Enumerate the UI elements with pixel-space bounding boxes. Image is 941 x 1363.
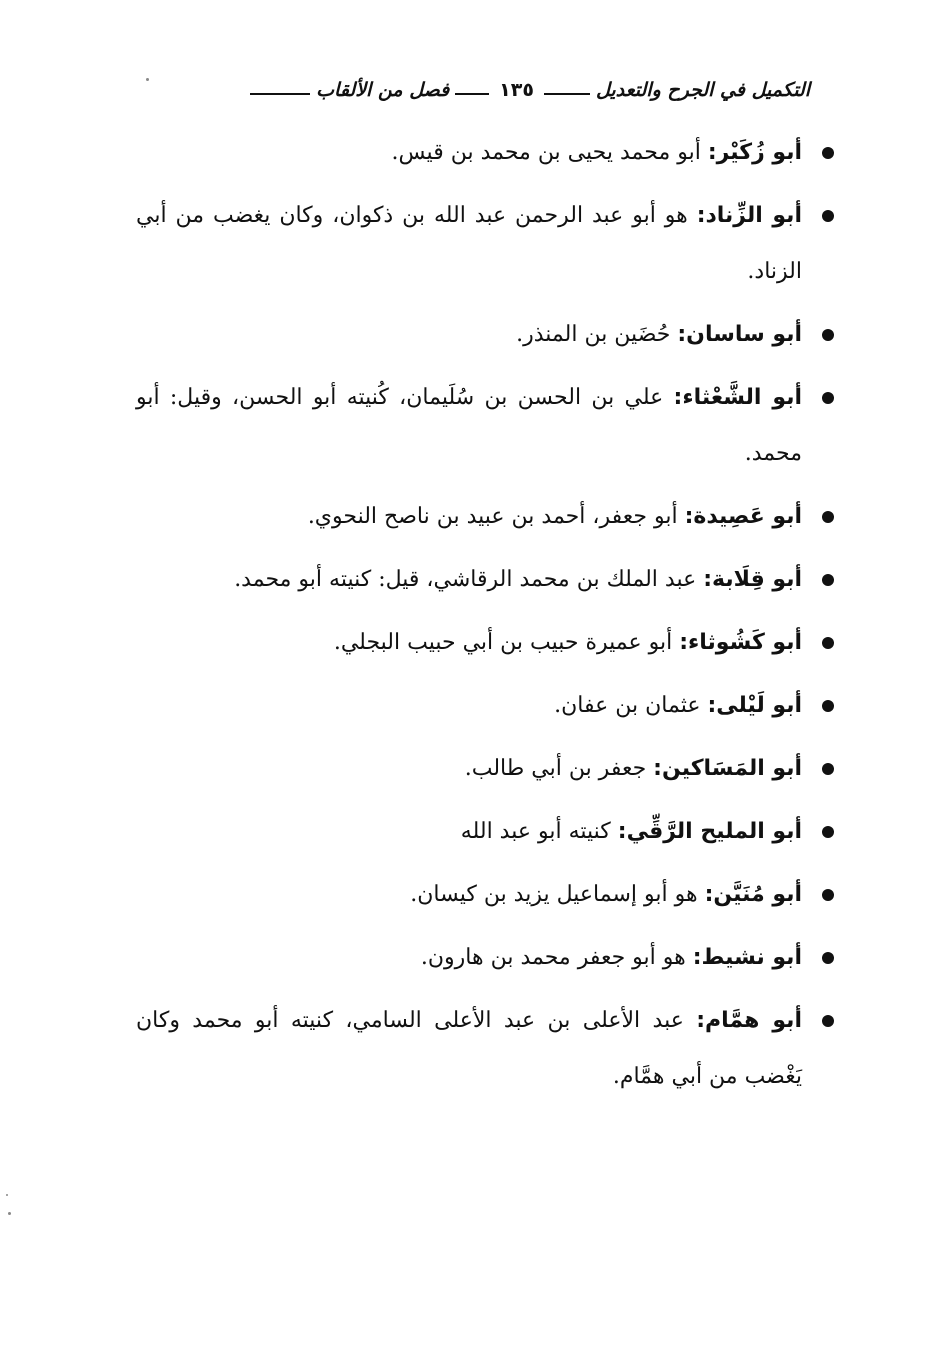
entry-head: أبو لَيْلى:: [707, 693, 802, 718]
list-item: [136, 307, 840, 363]
list-item: [136, 741, 840, 797]
list-item: [136, 930, 840, 986]
bullet-icon: [822, 574, 834, 586]
entry-body: عبد الأعلى بن عبد الأعلى السامي، كنيته أبو محمد وكان يَغْضب من أبي همَّام.: [136, 1008, 802, 1089]
list-item: [136, 552, 840, 608]
header-dash: [455, 93, 489, 95]
bullet-icon: [822, 763, 834, 775]
entry-body: علي بن الحسن بن سُلَيمان، كُنيته أبو الحسن، وقيل: أبو محمد.: [136, 385, 802, 466]
entry-head: أبو ساسان:: [677, 322, 802, 347]
bullet-icon: [822, 210, 834, 222]
entry-body: جعفر بن أبي طالب.: [464, 756, 654, 781]
entry-head: أبو عَصِيدة:: [684, 504, 802, 529]
entry-body: هو أبو جعفر محمد بن هارون.: [420, 945, 693, 970]
bullet-icon: [822, 1015, 834, 1027]
entry-head: أبو الشَّعْثاء:: [673, 385, 802, 410]
bullet-icon: [822, 700, 834, 712]
entry-head: أبو الزِّناد:: [696, 203, 802, 228]
list-item: [136, 125, 840, 181]
scan-speck: [146, 78, 149, 81]
bullet-icon: [822, 952, 834, 964]
bullet-icon: [822, 637, 834, 649]
entry-body: أبو عميرة حبيب بن أبي حبيب البجلي.: [333, 630, 680, 655]
list-item: [136, 615, 840, 671]
entry-head: أبو المَسَاكين:: [653, 756, 802, 781]
list-item: [136, 678, 840, 734]
header-dash: [250, 93, 310, 95]
entry-head: أبو مُنَيَّن:: [704, 882, 802, 907]
list-item: [136, 370, 840, 482]
entry-body: هو أبو عبد الرحمن عبد الله بن ذكوان، وكان يغضب من أبي الزناد.: [136, 203, 802, 284]
entry-body: كنيته أبو عبد الله: [460, 819, 618, 844]
list-item: [136, 804, 840, 860]
list-item: [136, 867, 840, 923]
entry-list: [136, 125, 840, 1112]
entry-body: أبو جعفر، أحمد بن عبيد بن ناصح النحوي.: [307, 504, 685, 529]
entry-body: هو أبو إسماعيل يزيد بن كيسان.: [410, 882, 705, 907]
list-item: [136, 188, 840, 300]
bullet-icon: [822, 147, 834, 159]
scan-speck: [6, 1194, 8, 1196]
bullet-icon: [822, 392, 834, 404]
bullet-icon: [822, 826, 834, 838]
page-number: ١٣٥: [499, 79, 534, 101]
entry-head: أبو المليح الرَّقِّي:: [617, 819, 802, 844]
entry-head: أبو همَّام:: [696, 1008, 802, 1033]
bullet-icon: [822, 511, 834, 523]
running-header: [210, 70, 810, 110]
entry-body: عبد الملك بن محمد الرقاشي، قيل: كنيته أبو محمد.: [234, 567, 704, 592]
bullet-icon: [822, 889, 834, 901]
list-item: [136, 993, 840, 1105]
entry-body: عثمان بن عفان.: [554, 693, 708, 718]
header-book-title: التكميل في الجرح والتعديل: [595, 79, 810, 101]
bullet-icon: [822, 329, 834, 341]
header-section-title: فصل من الألقاب: [316, 79, 450, 101]
entry-head: أبو قِلَابة:: [703, 567, 802, 592]
scan-speck: [8, 1212, 11, 1215]
entry-head: أبو زُكَيْر:: [707, 140, 802, 165]
entry-body: حُضَين بن المنذر.: [516, 322, 678, 347]
entry-head: أبو كَشُوثاء:: [679, 630, 802, 655]
header-dash: [544, 93, 590, 95]
list-item: [136, 489, 840, 545]
entry-body: أبو محمد يحيى بن محمد بن قيس.: [391, 140, 708, 165]
entry-head: أبو نشيط:: [692, 945, 802, 970]
